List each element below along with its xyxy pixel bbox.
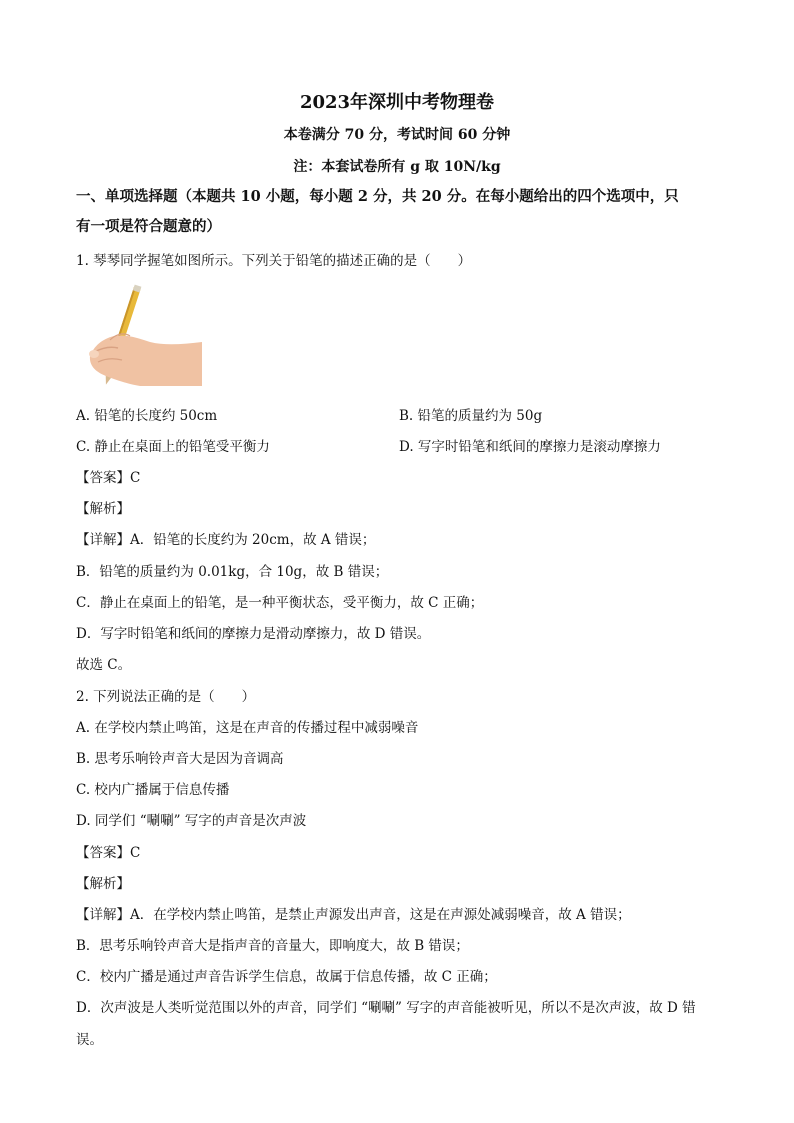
q2-answer: 【答案】C [76, 845, 141, 861]
section-heading-line2: 有一项是符合题意的） [76, 218, 221, 235]
q1-explanation-line: D．写字时铅笔和纸间的摩擦力是滑动摩擦力，故 D 错误。 [76, 626, 431, 642]
q2-option-d: D. 同学们 “唰唰” 写字的声音是次声波 [76, 813, 307, 829]
hand-holding-pencil-image [80, 284, 202, 386]
q1-explanation-line: B．铅笔的质量约为 0.01kg，合 10g，故 B 错误； [76, 564, 389, 580]
exam-subtitle: 本卷满分 70 分，考试时间 60 分钟 [283, 127, 511, 143]
q2-explanation-line: D．次声波是人类听觉范围以外的声音，同学们 “唰唰” 写字的声音能被听见，所以不是次声波，故 D 错 [76, 1000, 696, 1016]
exam-note: 注：本套试卷所有 g 取 10N/kg [293, 159, 501, 175]
q1-conclusion: 故选 C。 [76, 657, 132, 673]
q2-explanation-line: B．思考乐响铃声音大是指声音的音量大，即响度大，故 B 错误； [76, 938, 469, 954]
q1-option-a: A. 铅笔的长度约 50cm [76, 408, 218, 424]
q2-option-b: B. 思考乐响铃声音大是因为音调高 [76, 751, 284, 767]
q2-explanation-line: C．校内广播是通过声音告诉学生信息，故属于信息传播，故 C 正确； [76, 969, 497, 985]
q1-option-d: D. 写字时铅笔和纸间的摩擦力是滚动摩擦力 [399, 439, 661, 455]
q2-option-a: A. 在学校内禁止鸣笛，这是在声音的传播过程中减弱噪音 [76, 720, 419, 736]
q2-explanation-line: 误。 [76, 1032, 103, 1048]
exam-title: 2023年深圳中考物理卷 [299, 92, 495, 113]
q1-explanation-line: 【详解】A．铅笔的长度约为 20cm，故 A 错误； [76, 532, 376, 548]
q1-stem: 1. 琴琴同学握笔如图所示。下列关于铅笔的描述正确的是（ ） [76, 253, 472, 269]
q1-analysis-label: 【解析】 [76, 501, 130, 517]
q1-option-c: C. 静止在桌面上的铅笔受平衡力 [76, 439, 270, 455]
q2-explanation-line: 【详解】A．在学校内禁止鸣笛，是禁止声源发出声音，这是在声源处减弱噪音，故 A 错误； [76, 907, 631, 923]
q1-answer: 【答案】C [76, 470, 141, 486]
section-heading-line1: 一、单项选择题（本题共 10 小题，每小题 2 分，共 20 分。在每小题给出的四个选项中，只 [76, 188, 679, 205]
q1-option-b: B. 铅笔的质量约为 50g [399, 408, 543, 424]
q2-analysis-label: 【解析】 [76, 876, 130, 892]
q2-option-c: C. 校内广播属于信息传播 [76, 782, 230, 798]
q1-explanation-line: C．静止在桌面上的铅笔，是一种平衡状态，受平衡力，故 C 正确； [76, 595, 484, 611]
q2-stem: 2. 下列说法正确的是（ ） [76, 689, 256, 705]
